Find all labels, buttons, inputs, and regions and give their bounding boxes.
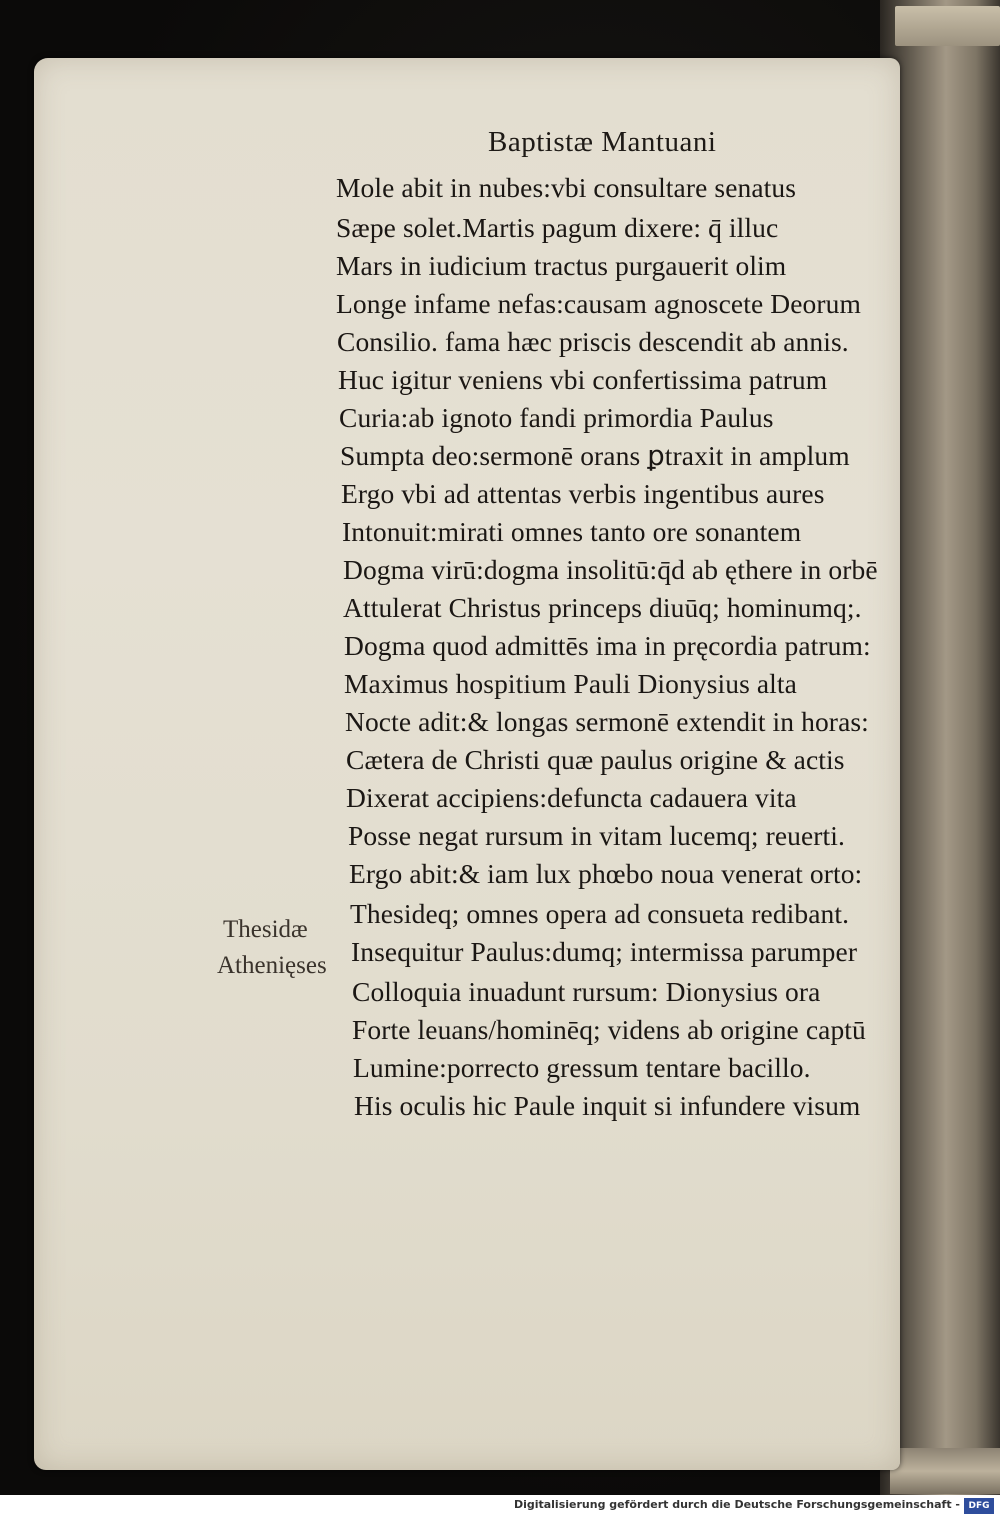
verse-line: Ergo vbi ad attentas verbis ingentibus aures xyxy=(341,478,825,509)
verse-line: Dogma quod admittēs ima in pręcordia patrum: xyxy=(344,630,871,661)
verse-line: Thesideq; omnes opera ad consueta redibant. xyxy=(350,898,850,929)
verse-line: Maximus hospitium Pauli Dionysius alta xyxy=(344,668,797,699)
verse-line: His oculis hic Paule inquit si infundere visum xyxy=(354,1090,861,1121)
spine-bottom-band xyxy=(890,1448,1000,1494)
verse-line: Longe infame nefas:causam agnoscete Deorum xyxy=(336,288,861,319)
verse-line: Lumine:porrecto gressum tentare bacillo. xyxy=(353,1052,811,1083)
dfg-logo: DFG xyxy=(964,1498,994,1514)
verse-line: Nocte adit:& longas sermonē extendit in horas: xyxy=(345,706,869,737)
verse-line: Forte leuans/hominēq; videns ab origine captū xyxy=(352,1014,866,1045)
spine-top-band xyxy=(895,6,1000,46)
verse-line: Mars in iudicium tractus purgauerit olim xyxy=(336,250,787,281)
verse-line: Colloquia inuadunt rursum: Dionysius ora xyxy=(352,976,821,1007)
verse-line: Sumpta deo:sermonē orans ꝑtraxit in amplum xyxy=(340,440,850,471)
verse-line: Huc igitur veniens vbi confertissima patrum xyxy=(338,364,828,395)
verse-line: Sæpe solet.Martis pagum dixere: q̄ illuc xyxy=(336,212,779,243)
verse-line: Ergo abit:& iam lux phœbo noua venerat orto: xyxy=(349,858,863,889)
verse-line: Mole abit in nubes:vbi consultare senatus xyxy=(336,172,797,203)
marginal-note: Athenięses xyxy=(217,952,327,979)
page-text xyxy=(34,58,900,1470)
running-header: Baptistæ Mantuani xyxy=(488,126,717,158)
verse-line: Curia:ab ignoto fandi primordia Paulus xyxy=(339,402,774,433)
verse-line: Consilio. fama hæc priscis descendit ab annis. xyxy=(337,326,849,357)
book-page xyxy=(34,58,900,1470)
footer-credit: Digitalisierung gefördert durch die Deutsche Forschungsgemeinschaft - xyxy=(513,1498,960,1511)
verse-line: Dixerat accipiens:defuncta cadauera vita xyxy=(346,782,797,813)
verse-line: Attulerat Christus princeps diuūq; hominumq;. xyxy=(343,592,862,623)
footer-bar xyxy=(0,1495,1000,1518)
verse-line: Cætera de Christi quæ paulus origine & actis xyxy=(346,744,845,775)
marginal-note: Thesidæ xyxy=(223,916,308,943)
verse-line: Insequitur Paulus:dumq; intermissa parumper xyxy=(351,936,858,967)
verse-line: Posse negat rursum in vitam lucemq; reuerti. xyxy=(348,820,845,851)
verse-line: Dogma virū:dogma insolitū:q̄d ab ęthere in orbē xyxy=(343,554,878,585)
verse-line: Intonuit:mirati omnes tanto ore sonantem xyxy=(342,516,802,547)
